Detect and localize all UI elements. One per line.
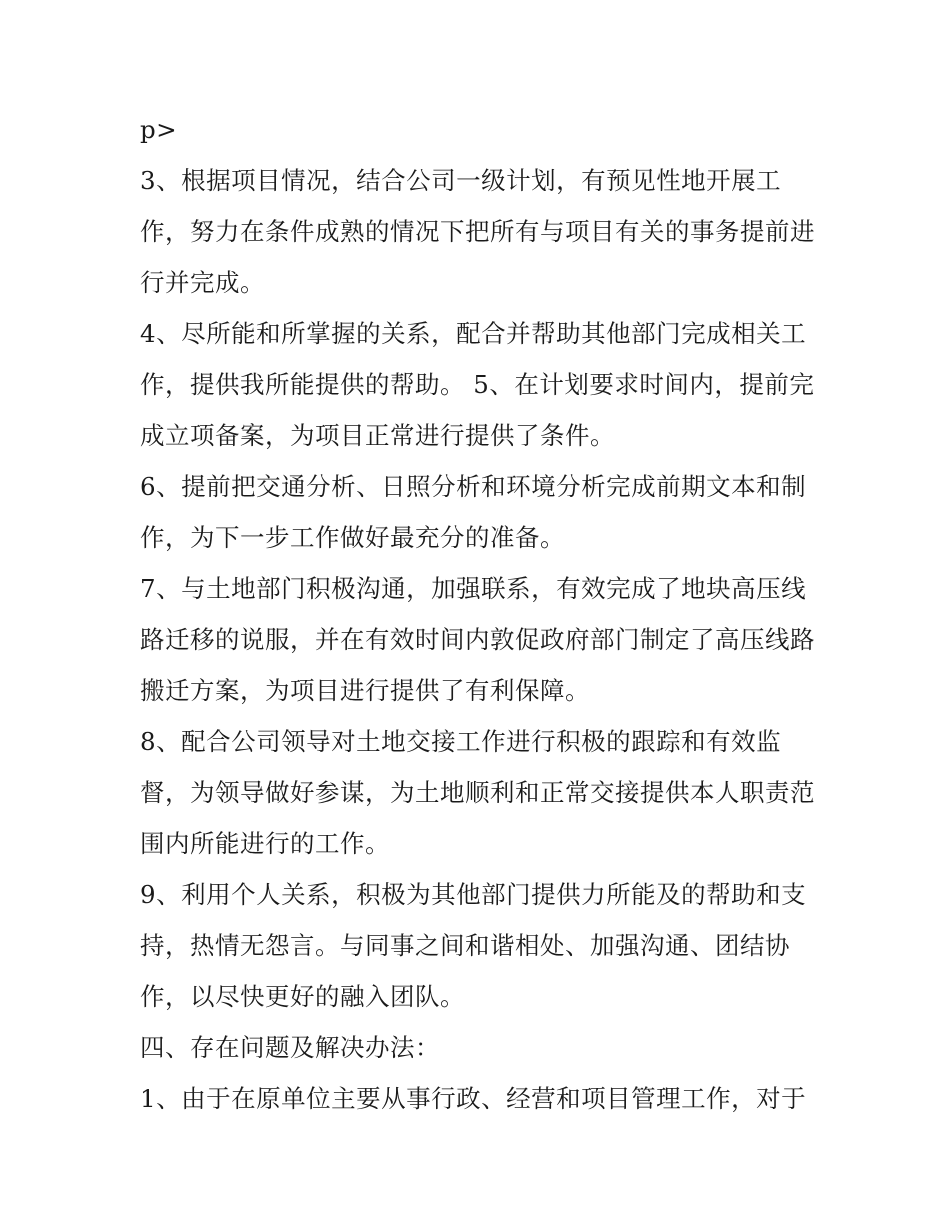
text-line: 成立项备案，为项目正常进行提供了条件。: [140, 421, 615, 450]
text-line: 路迁移的说服，并在有效时间内敦促政府部门制定了高压线路: [140, 625, 815, 654]
text-line: 作，提供我所能提供的帮助。 5、在计划要求时间内，提前完: [140, 370, 815, 399]
text-line: 督，为领导做好参谋，为土地顺利和正常交接提供本人职责范: [140, 778, 815, 807]
text-line: p>: [140, 115, 178, 144]
text-line: 1、由于在原单位主要从事行政、经营和项目管理工作，对于: [140, 1084, 807, 1113]
text-line: 3、根据项目情况，结合公司一级计划，有预见性地开展工: [140, 166, 782, 195]
text-line: 持，热情无怨言。与同事之间和谐相处、加强沟通、团结协: [140, 931, 790, 960]
text-line: 作，努力在条件成熟的情况下把所有与项目有关的事务提前进: [140, 217, 815, 246]
text-line: 行并完成。: [140, 268, 265, 297]
text-line: 围内所能进行的工作。: [140, 829, 390, 858]
section-heading: 四、存在问题及解决办法：: [140, 1033, 440, 1062]
text-line: 8、配合公司领导对土地交接工作进行积极的跟踪和有效监: [140, 727, 782, 756]
text-line: 搬迁方案，为项目进行提供了有利保障。: [140, 676, 590, 705]
text-line: 7、与土地部门积极沟通，加强联系，有效完成了地块高压线: [140, 574, 807, 603]
text-line: 4、尽所能和所掌握的关系，配合并帮助其他部门完成相关工: [140, 319, 807, 348]
text-line: 9、利用个人关系，积极为其他部门提供力所能及的帮助和支: [140, 880, 807, 909]
text-line: 作，为下一步工作做好最充分的准备。: [140, 523, 565, 552]
text-line: 作，以尽快更好的融入团队。: [140, 982, 465, 1011]
text-line: 6、提前把交通分析、日照分析和环境分析完成前期文本和制: [140, 472, 807, 501]
document-body: [140, 104, 820, 1124]
